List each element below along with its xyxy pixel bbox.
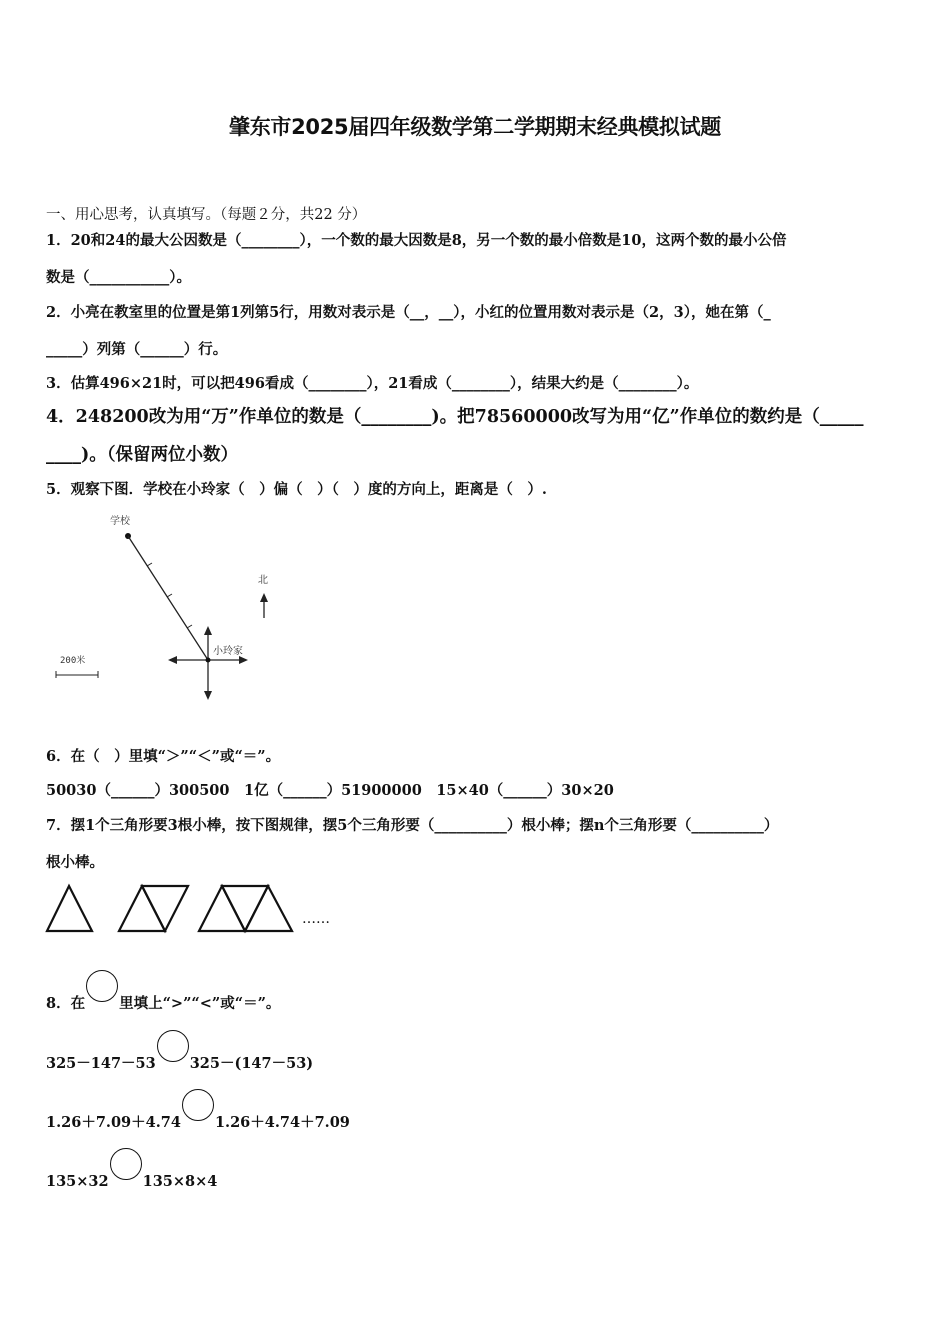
question-1-line-2: 数是（___________）。	[46, 269, 191, 286]
page-title: 肇东市2025届四年级数学第二学期期末经典模拟试题	[229, 115, 721, 139]
comparison-right: 135×8×4	[142, 1173, 218, 1190]
answer-circle[interactable]	[110, 1148, 142, 1180]
down-arrowhead	[204, 691, 212, 700]
right-arrowhead	[239, 656, 248, 664]
home-point	[206, 658, 211, 663]
section-heading: 一、用心思考，认真填写。（每题２分，共22 分）	[46, 207, 367, 223]
question-1-line-1: 1．20和24的最大公因数是（________），一个数的最大因数是8，另一个数的最小倍数是10，这两个数的最小公倍	[46, 232, 787, 249]
comparison-left: 325－147－53	[46, 1055, 156, 1072]
answer-circle[interactable]	[157, 1030, 189, 1062]
tick-mark	[187, 625, 192, 628]
tick-mark	[147, 563, 152, 566]
answer-circle	[86, 970, 118, 1002]
comparison-row	[46, 1158, 217, 1190]
comparison-right: 1.26＋4.74＋7.09	[214, 1114, 350, 1131]
triangle-pattern-2	[119, 886, 188, 931]
question-8-suffix: 里填上“>”“<”或“＝”。	[119, 995, 281, 1012]
left-arrowhead	[168, 656, 177, 664]
north-label: 北	[258, 575, 268, 586]
comparison-left: 135×32	[46, 1173, 109, 1190]
up-arrowhead	[204, 626, 212, 635]
answer-circle[interactable]	[182, 1089, 214, 1121]
question-4-line-1: 4．248200改为用“万”作单位的数是（________)。把78560000改写为用“亿”作单位的数约是（_____	[46, 407, 864, 427]
scale-label: 200米	[60, 656, 86, 666]
question-5: 5．观察下图．学校在小玲家（ ）偏（ ）（ ）度的方向上，距离是（ ）.	[46, 481, 547, 498]
comparison-row	[46, 1040, 313, 1073]
question-7-line-2: 根小棒。	[46, 854, 104, 871]
comparison-right: 325－(147－53)	[189, 1055, 314, 1072]
question-6-line-1: 6．在（ ）里填“＞”“＜”或“＝”。	[46, 748, 281, 765]
school-home-line	[128, 536, 208, 660]
question-3: 3．估算496×21时，可以把496看成（________），21看成（________），结果大约是（________）。	[46, 375, 699, 392]
triangle-pattern-3	[199, 886, 292, 931]
question-2-line-2: _____）列第（______）行。	[46, 341, 228, 358]
question-7-line-1: 7．摆1个三角形要3根小棒，按下图规律，摆5个三角形要（__________）根小棒；摆n个三角形要（__________）	[46, 817, 779, 834]
question-2-line-1: 2．小亮在教室里的位置是第1列第5行，用数对表示是（__，__），小红的位置用数对表示是（2，3），她在第（_	[46, 304, 771, 321]
ellipsis: ……	[302, 911, 330, 927]
question-8-prefix: 8．在	[46, 995, 86, 1012]
school-label: 学校	[110, 516, 130, 527]
triangle-pattern-1	[47, 886, 92, 931]
triangle-pattern-figure	[44, 882, 344, 936]
comparison-row	[46, 1099, 350, 1132]
north-arrowhead	[260, 593, 268, 602]
question-6-line-2: 50030（______）300500 1亿（______）51900000 15×40（______）30×20	[46, 782, 614, 799]
direction-map-figure	[50, 508, 290, 708]
tick-mark	[167, 594, 172, 597]
question-8-heading	[46, 980, 280, 1013]
question-4-line-2: ____)。（保留两位小数）	[46, 445, 239, 465]
comparison-left: 1.26＋7.09＋4.74	[46, 1114, 181, 1131]
home-label: 小玲家	[213, 646, 243, 657]
